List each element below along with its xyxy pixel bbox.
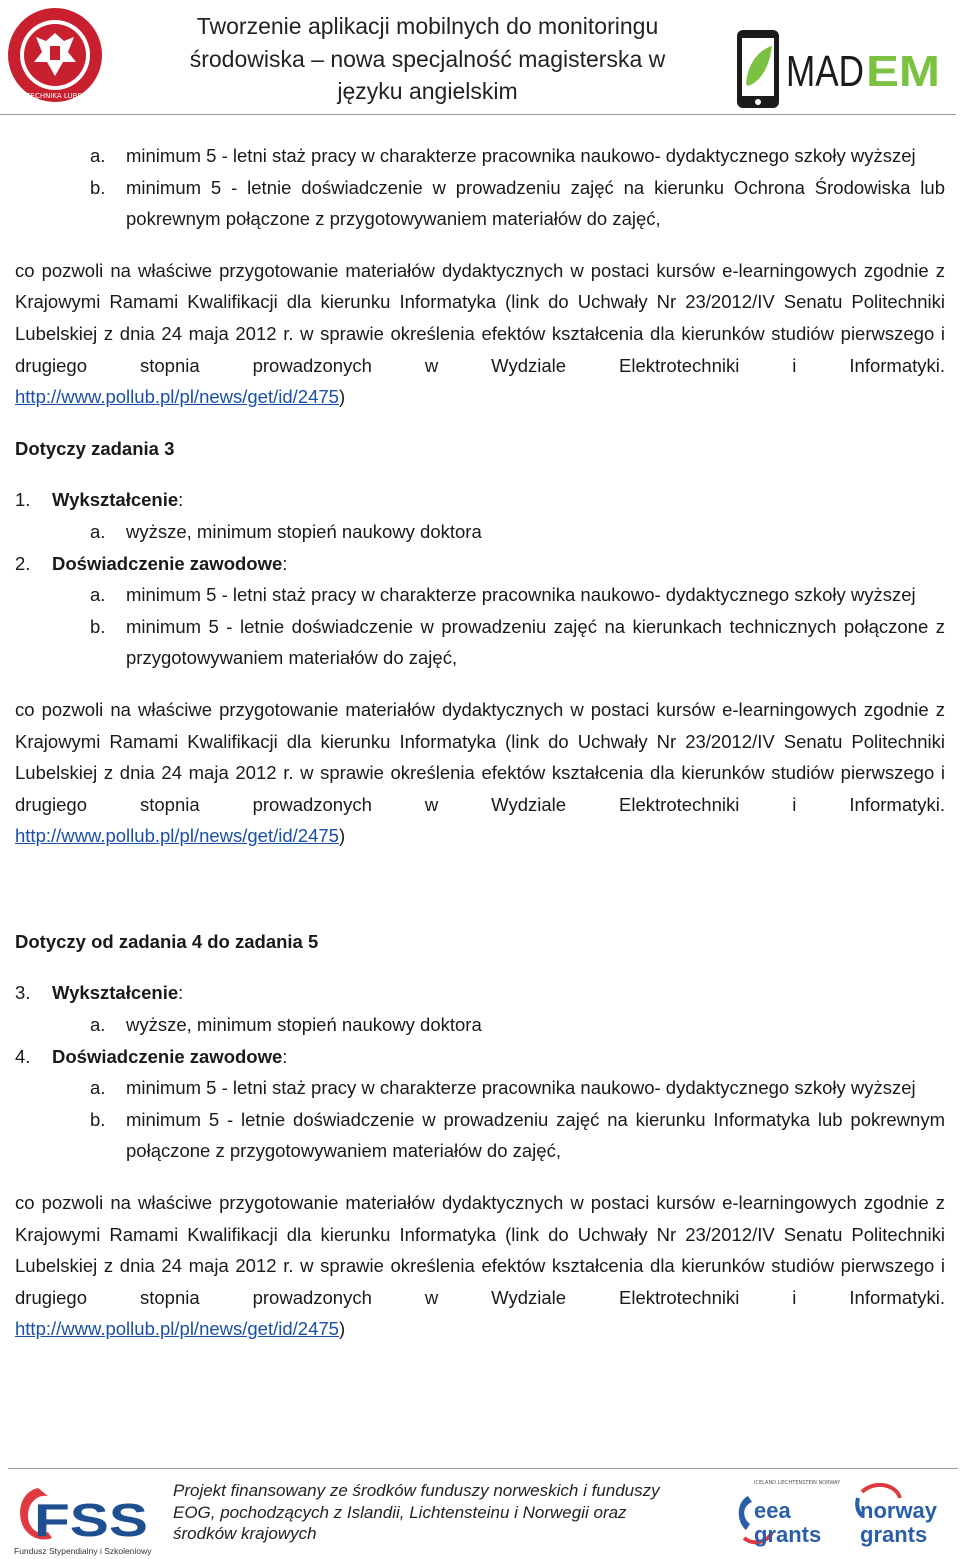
title-line: języku angielskim bbox=[337, 78, 518, 104]
list-text: wyższe, minimum stopień naukowy doktora bbox=[126, 520, 482, 542]
list-item bbox=[15, 1009, 945, 1041]
paragraph-text: co pozwoli na właściwe przygotowanie materiałów dydaktycznych w postaci kursów e-learningowych zgodnie z Krajowymi Ramami Kwalifikacji dla kierunku Informatyka (link do Uchwały Nr 23/2012/IV Senatu Politechniki Lubelskiej z dnia 24 maja 2012 r. w sprawie określenia efektów kształcenia dla kierunków studiów pierwszego i drugiego stopnia prowadzonych w Wydziale Elektrotechniki i Informatyki. bbox=[15, 259, 945, 376]
list-marker: a. bbox=[90, 145, 106, 166]
paragraph-text: co pozwoli na właściwe przygotowanie materiałów dydaktycznych w postaci kursów e-learningowych zgodnie z Krajowymi Ramami Kwalifikacji dla kierunku Informatyka (link do Uchwały Nr 23/2012/IV Senatu Politechniki Lubelskiej z dnia 24 maja 2012 r. w sprawie określenia efektów kształcenia dla kierunków studiów pierwszego i drugiego stopnia prowadzonych w Wydziale Elektrotechniki i Informatyki. bbox=[15, 698, 945, 815]
list-marker: 3. bbox=[15, 982, 31, 1004]
norway-grants-logo bbox=[852, 1476, 952, 1552]
list-text: minimum 5 - letnie doświadczenie w prowadzeniu zajęć na kierunkach technicznych połączone z przygotowywaniem materiałów do zajęć, bbox=[126, 615, 945, 669]
list-marker: b. bbox=[90, 615, 106, 637]
list-text: minimum 5 - letni staż pracy w charakterze pracownika naukowo- dydaktycznego szkoły wyższej bbox=[126, 1077, 916, 1099]
list-item bbox=[15, 140, 945, 172]
header-divider bbox=[0, 114, 956, 115]
list-item: 2. Doświadczenie zawodowe: bbox=[15, 548, 945, 580]
paragraph-text: co pozwoli na właściwe przygotowanie materiałów dydaktycznych w postaci kursów e-learningowych zgodnie z Krajowymi Ramami Kwalifikacji dla kierunku Informatyka (link do Uchwały Nr 23/2012/IV Senatu Politechniki Lubelskiej z dnia 24 maja 2012 r. w sprawie określenia efektów kształcenia dla kierunków studiów pierwszego i drugiego stopnia prowadzonych w Wydziale Elektrotechniki i Informatyki. bbox=[15, 1192, 945, 1308]
eea-grants-logo bbox=[730, 1476, 841, 1552]
madem-logo bbox=[734, 28, 944, 112]
svg-text:Fundusz Stypendialny i Szkolen: Fundusz Stypendialny i Szkoleniowy bbox=[14, 1546, 152, 1556]
list-item bbox=[15, 579, 945, 611]
list-marker: 2. bbox=[15, 552, 31, 574]
funding-line: EOG, pochodzących z Islandii, Lichtensteinu i Norwegii oraz bbox=[173, 1502, 627, 1522]
title-line: środowiska – nowa specjalność magisterska w bbox=[189, 45, 666, 72]
resolution-link[interactable]: http://www.pollub.pl/pl/news/get/id/2475 bbox=[15, 1318, 339, 1340]
list-text: minimum 5 - letni staż pracy w charakterze pracownika naukowo- dydaktycznego szkoły wyższej bbox=[126, 145, 916, 166]
svg-text:ICELAND LIECHTENSTEIN NORWAY: ICELAND LIECHTENSTEIN NORWAY bbox=[754, 1480, 841, 1486]
list-marker: a. bbox=[90, 520, 106, 542]
page-footer bbox=[0, 1464, 960, 1559]
list-marker: b. bbox=[90, 176, 106, 198]
document-title bbox=[150, 10, 705, 108]
svg-text:POLITECHNIKA LUBELSKA: POLITECHNIKA LUBELSKA bbox=[10, 92, 100, 100]
requirement-paragraph: co pozwoli na właściwe przygotowanie materiałów dydaktycznych w postaci kursów e-learningowych zgodnie z Krajowymi Ramami Kwalifikacji dla kierunku Informatyka (link do Uchwały Nr 23/2012/IV Senatu Politechniki Lubelskiej z dnia 24 maja 2012 r. w sprawie określenia efektów kształcenia dla kierunków studiów pierwszego i drugiego stopnia prowadzonych w Wydziale Elektrotechniki i Informatyki. http://www.pollub.pl/pl/news/get/id/2475) bbox=[15, 259, 945, 408]
list-label: Wykształcenie bbox=[52, 489, 179, 511]
requirement-paragraph: co pozwoli na właściwe przygotowanie materiałów dydaktycznych w postaci kursów e-learningowych zgodnie z Krajowymi Ramami Kwalifikacji dla kierunku Informatyka (link do Uchwały Nr 23/2012/IV Senatu Politechniki Lubelskiej z dnia 24 maja 2012 r. w sprawie określenia efektów kształcenia dla kierunków studiów pierwszego i drugiego stopnia prowadzonych w Wydziale Elektrotechniki i Informatyki. http://www.pollub.pl/pl/news/get/id/2475) bbox=[15, 698, 945, 847]
page-header bbox=[0, 0, 960, 116]
requirement-paragraph: co pozwoli na właściwe przygotowanie materiałów dydaktycznych w postaci kursów e-learningowych zgodnie z Krajowymi Ramami Kwalifikacji dla kierunku Informatyka (link do Uchwały Nr 23/2012/IV Senatu Politechniki Lubelskiej z dnia 24 maja 2012 r. w sprawie określenia efektów kształcenia dla kierunków studiów pierwszego i drugiego stopnia prowadzonych w Wydziale Elektrotechniki i Informatyki. http://www.pollub.pl/pl/news/get/id/2475) bbox=[15, 1192, 945, 1340]
list-text: minimum 5 - letnie doświadczenie w prowadzeniu zajęć na kierunku Ochrona Środowiska lub pokrewnym połączone z przygotowywaniem materiałów do zajęć, bbox=[126, 176, 945, 230]
politechnika-lubelska-logo bbox=[6, 6, 104, 104]
list-item bbox=[15, 611, 945, 674]
section-heading: Dotyczy zadania 3 bbox=[15, 437, 175, 459]
resolution-link[interactable]: http://www.pollub.pl/pl/news/get/id/2475 bbox=[15, 386, 339, 408]
list-text: wyższe, minimum stopień naukowy doktora bbox=[126, 1014, 482, 1036]
list-item: 1. Wykształcenie: bbox=[15, 484, 945, 516]
list-label: Doświadczenie zawodowe bbox=[52, 552, 283, 574]
title-line: Tworzenie aplikacji mobilnych do monitoringu bbox=[196, 13, 659, 39]
list-item bbox=[15, 1104, 945, 1167]
fss-logo bbox=[12, 1478, 152, 1558]
list-marker: b. bbox=[90, 1108, 106, 1130]
list-item bbox=[15, 1072, 945, 1104]
svg-text:FSS: FSS bbox=[34, 1494, 148, 1546]
list-item bbox=[15, 172, 945, 235]
svg-text:EM: EM bbox=[866, 47, 940, 96]
list-item bbox=[15, 516, 945, 548]
section-heading: Dotyczy od zadania 4 do zadania 5 bbox=[15, 930, 319, 952]
svg-text:eea: eea bbox=[754, 1498, 791, 1523]
svg-text:MAD: MAD bbox=[786, 47, 864, 96]
funding-line: Projekt finansowany ze środków funduszy norweskich i funduszy bbox=[173, 1481, 660, 1500]
svg-text:grants: grants bbox=[754, 1522, 822, 1547]
list-label: Wykształcenie bbox=[52, 982, 179, 1004]
footer-divider bbox=[8, 1468, 958, 1469]
list-marker: a. bbox=[90, 1077, 106, 1099]
list-marker: a. bbox=[90, 1014, 106, 1036]
list-marker: a. bbox=[90, 584, 106, 606]
list-marker: 1. bbox=[15, 489, 31, 511]
resolution-link[interactable]: http://www.pollub.pl/pl/news/get/id/2475 bbox=[15, 825, 339, 847]
svg-text:grants: grants bbox=[860, 1522, 928, 1547]
list-marker: 4. bbox=[15, 1045, 31, 1067]
funding-note bbox=[173, 1480, 713, 1545]
svg-text:norway: norway bbox=[860, 1498, 938, 1523]
funding-line: środków krajowych bbox=[173, 1524, 317, 1543]
list-item: 3. Wykształcenie: bbox=[15, 977, 945, 1009]
document-body bbox=[15, 140, 945, 1345]
list-label: Doświadczenie zawodowe bbox=[52, 1045, 283, 1067]
list-text: minimum 5 - letni staż pracy w charakterze pracownika naukowo- dydaktycznego szkoły wyższej bbox=[126, 584, 916, 606]
list-text: minimum 5 - letnie doświadczenie w prowadzeniu zajęć na kierunku Informatyka lub pokrewnym połączone z przygotowywaniem materiałów do zajęć, bbox=[126, 1108, 945, 1162]
list-item: 4. Doświadczenie zawodowe: bbox=[15, 1041, 945, 1073]
